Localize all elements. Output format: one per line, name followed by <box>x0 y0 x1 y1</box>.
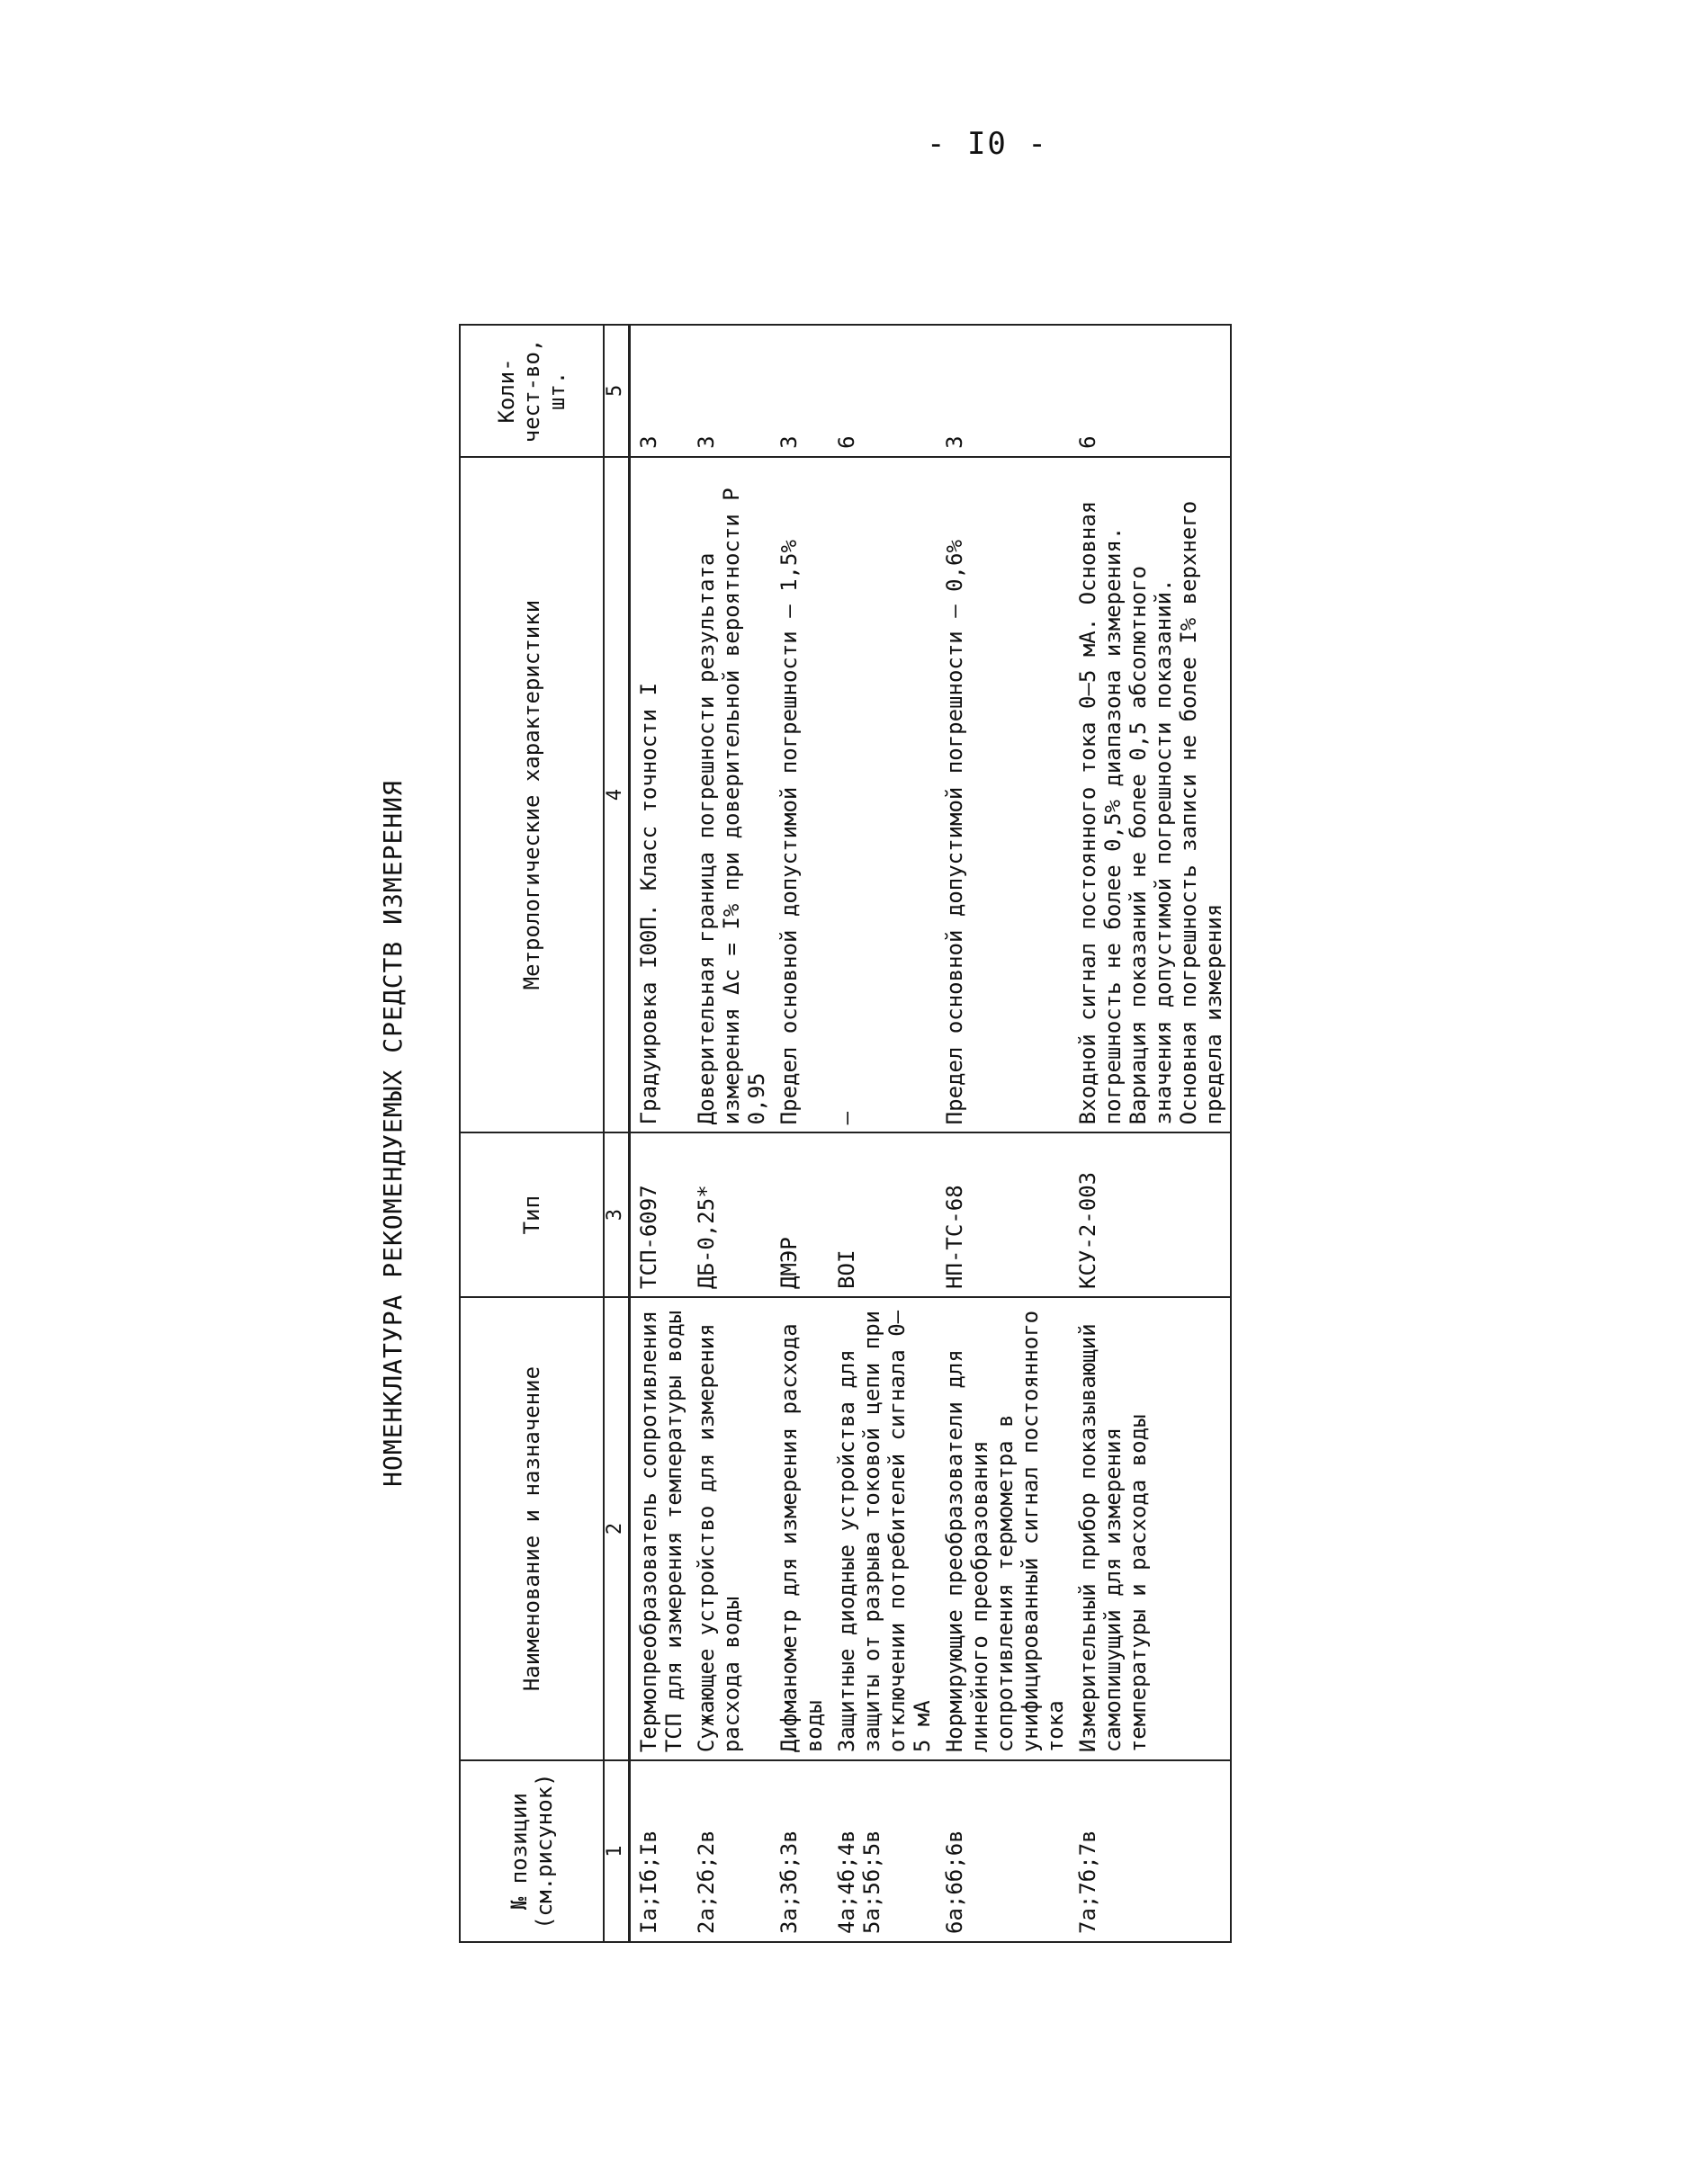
cell-quantity: 6 <box>830 325 938 457</box>
instruments-table <box>459 324 1232 1943</box>
column-number: 5 <box>604 325 630 457</box>
cell-position: 3а;3б;3в <box>773 1760 830 1942</box>
cell-name: Термопреобразователь сопротивления ТСП для измерения температуры воды <box>630 1297 691 1760</box>
header-position: № позиции (см.рисунок) <box>460 1760 604 1942</box>
cell-position: 4а;4б;4в 5а;5б;5в <box>830 1760 938 1942</box>
cell-metrology: Входной сигнал постоянного тока 0–5 мА. Основная погрешность не более 0,5% диапазона измерения. Вариация показаний не более 0,5 абсолютного значения допустимой погрешности показаний. Основная погрешность записи не более I% верхнего предела измерения <box>1072 457 1231 1132</box>
cell-metrology: – <box>830 457 938 1132</box>
cell-name: Дифманометр для измерения расхода воды <box>773 1297 830 1760</box>
cell-metrology: Предел основной допустимой погрешности – 1,5% <box>773 457 830 1132</box>
header-metrology: Метрологические характеристики <box>460 457 604 1132</box>
cell-name: Защитные диодные устройства для защиты от разрыва токовой цепи при отключении потребителей сигнала 0–5 мА <box>830 1297 938 1760</box>
cell-type: ТСП-6097 <box>630 1132 691 1297</box>
column-number: 3 <box>604 1132 630 1297</box>
cell-position: Iа;Iб;Iв <box>630 1760 691 1942</box>
table-row <box>830 325 938 1942</box>
cell-metrology: Доверительная граница погрешности результата измерения Δc = I% при доверительной вероятности Р 0,95 <box>690 457 773 1132</box>
document-title: НОМЕНКЛАТУРА РЕКОМЕНДУЕМЫХ СРЕДСТВ ИЗМЕРЕНИЯ <box>378 780 408 1487</box>
header-type: Тип <box>460 1132 604 1297</box>
cell-type: ДМЭР <box>773 1132 830 1297</box>
cell-position: 6а;6б;6в <box>938 1760 1072 1942</box>
cell-type: НП-ТС-68 <box>938 1132 1072 1297</box>
cell-quantity: 3 <box>690 325 773 457</box>
cell-quantity: 3 <box>938 325 1072 457</box>
column-number: 1 <box>604 1760 630 1942</box>
table-row <box>1072 325 1231 1942</box>
cell-metrology: Предел основной допустимой погрешности – 0,6% <box>938 457 1072 1132</box>
header-quantity: Коли-чест-во, шт. <box>460 325 604 457</box>
cell-name: Нормирующие преобразователи для линейного преобразования сопротивления термометра в унифицированный сигнал постоянного тока <box>938 1297 1072 1760</box>
header-row <box>460 325 604 1942</box>
table-row <box>938 325 1072 1942</box>
cell-quantity: 3 <box>630 325 691 457</box>
cell-quantity: 3 <box>773 325 830 457</box>
table-row <box>690 325 773 1942</box>
cell-type: ВОI <box>830 1132 938 1297</box>
header-name: Наименование и назначение <box>460 1297 604 1760</box>
column-number: 4 <box>604 457 630 1132</box>
column-numbers-row <box>604 325 630 1942</box>
page-number: - I0 - <box>927 126 1048 162</box>
cell-type: КСУ-2-003 <box>1072 1132 1231 1297</box>
rotated-content <box>378 324 1494 1943</box>
column-number: 2 <box>604 1297 630 1760</box>
cell-metrology: Градуировка I00П. Класс точности I <box>630 457 691 1132</box>
cell-position: 7а;7б;7в <box>1072 1760 1231 1942</box>
cell-name: Измерительный прибор показывающий самопишущий для измерения температуры и расхода воды <box>1072 1297 1231 1760</box>
cell-name: Сужающее устройство для измерения расхода воды <box>690 1297 773 1760</box>
table-row <box>773 325 830 1942</box>
table-row <box>630 325 691 1942</box>
cell-position: 2а;2б;2в <box>690 1760 773 1942</box>
cell-quantity: 6 <box>1072 325 1231 457</box>
cell-type: ДБ-0,25* <box>690 1132 773 1297</box>
